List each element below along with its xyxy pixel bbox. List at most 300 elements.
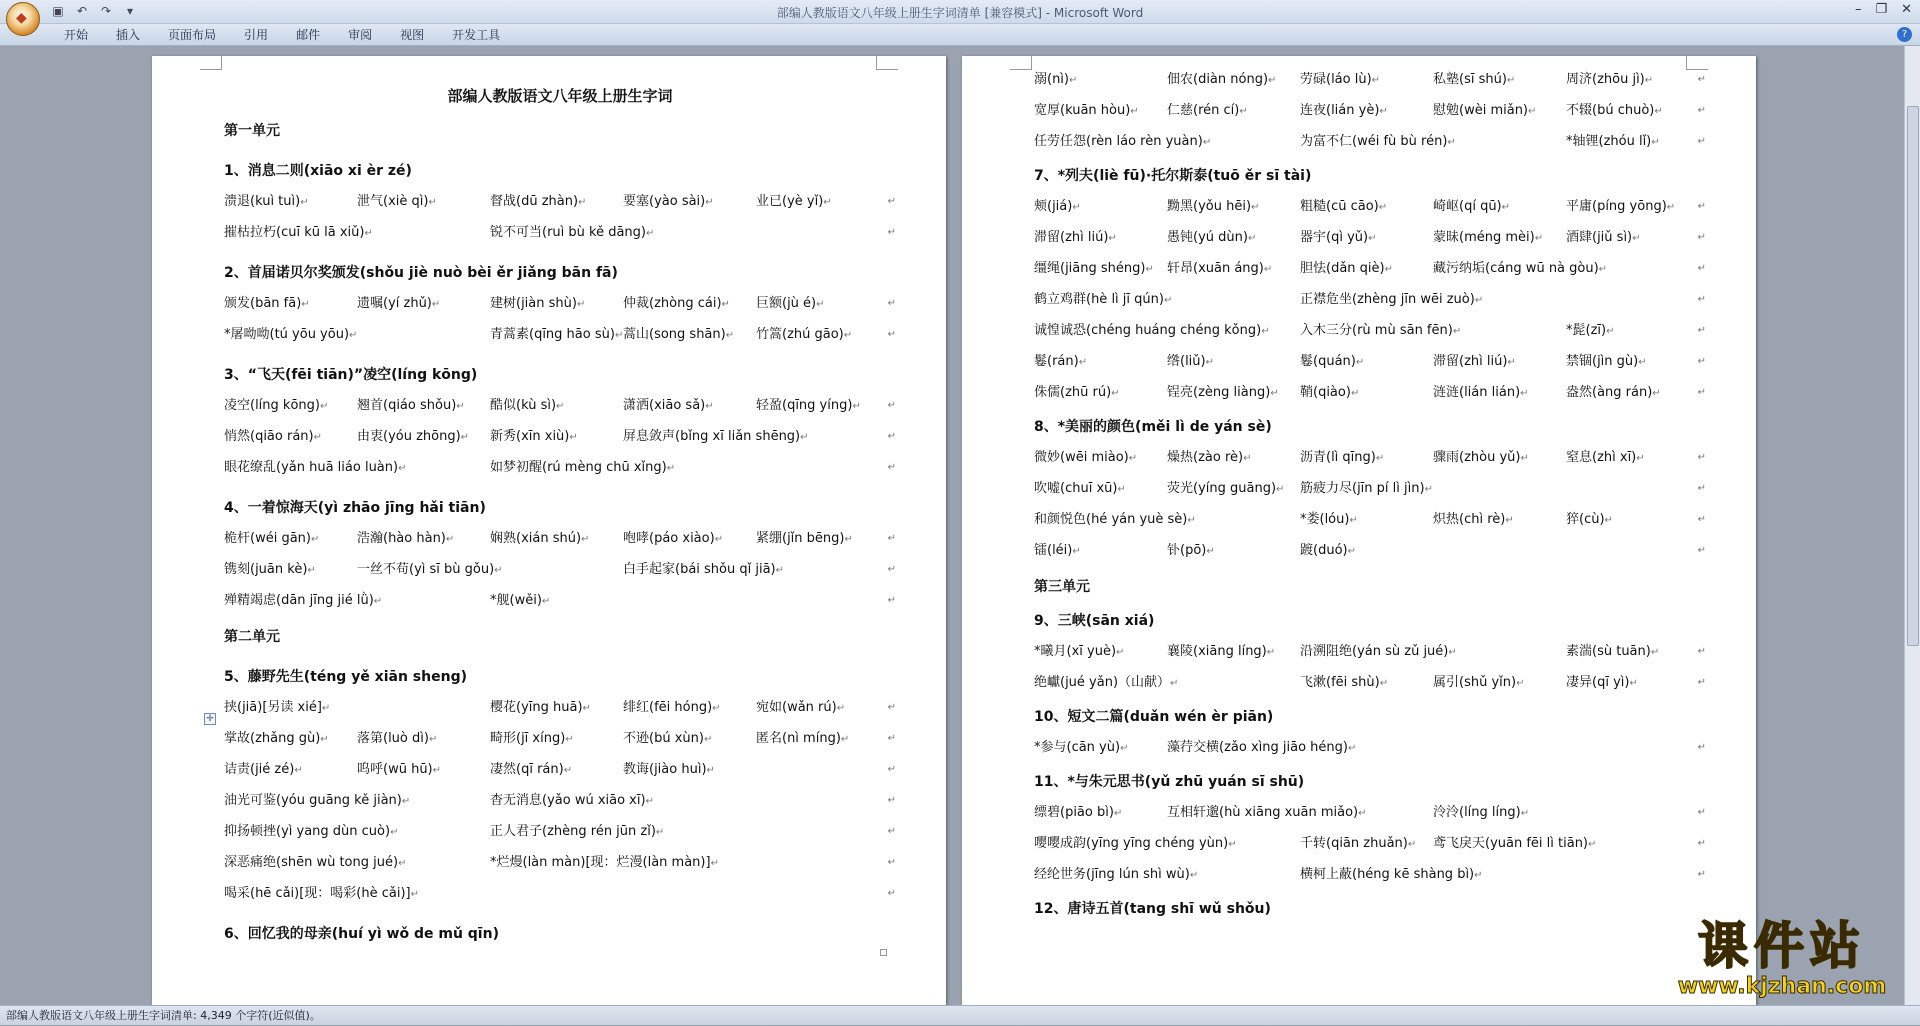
word-row <box>1034 636 1706 667</box>
paragraph-mark-icon: ↵ <box>1520 388 1529 399</box>
scrollbar-thumb[interactable] <box>1907 106 1919 646</box>
watermark-url: www.kjzhan.com <box>1677 974 1887 999</box>
paragraph-mark-icon: ↵ <box>1379 678 1389 689</box>
word-cell: 畸形(jī xíng)↵ <box>490 731 574 746</box>
paragraph-mark-icon: ↵ <box>1350 388 1360 399</box>
word-cell: 吹嘘(chuī xū)↵ <box>1034 481 1126 496</box>
unit-heading: 第一单元 <box>224 123 280 139</box>
paragraph-mark-icon: ↵ <box>460 432 470 443</box>
paragraph-mark-icon: ↵ <box>887 533 896 544</box>
customize-icon[interactable]: ▾ <box>126 4 134 18</box>
word-row <box>1034 377 1706 408</box>
paragraph-mark-icon: ↵ <box>1506 75 1516 86</box>
paragraph-mark-icon: ↵ <box>887 857 896 868</box>
word-row <box>224 692 896 723</box>
paragraph-mark-icon: ↵ <box>1636 453 1645 464</box>
tab-view[interactable]: 视图 <box>400 28 425 42</box>
word-cell: 为富不仁(wéi fù bù rén)↵ <box>1300 134 1456 149</box>
paragraph-mark-icon: ↵ <box>1638 357 1647 368</box>
word-cell: 溃退(kuì tuì)↵ <box>224 194 309 209</box>
paragraph-mark-icon: ↵ <box>1697 387 1706 398</box>
word-cell: 业已(yè yǐ)↵ <box>756 194 832 209</box>
tab-developer[interactable]: 开发工具 <box>452 28 501 42</box>
paragraph-mark-icon: ↵ <box>445 534 455 545</box>
paragraph-mark-icon: ↵ <box>1205 357 1214 368</box>
lesson-heading: 3、“飞天(fēi tiān)”凌空(líng kōng) <box>224 367 478 383</box>
word-cell: 和颜悦色(hé yán yuè sè)↵ <box>1034 512 1196 527</box>
word-cell: *舰(wěi)↵ <box>490 593 551 608</box>
paragraph-mark-icon: ↵ <box>1697 232 1706 243</box>
word-row <box>224 754 896 785</box>
word-cell: 挟(jiā)[另读 xié]↵ <box>224 700 331 715</box>
window-title: 部编人教版语文八年级上册生字词清单 [兼容模式] - Microsoft Word <box>776 6 1144 20</box>
word-cell: 鬈(rán)↵ <box>1034 354 1088 369</box>
window-controls <box>1855 2 1912 17</box>
paragraph-mark-icon: ↵ <box>1130 106 1139 117</box>
paragraph-mark-icon: ↵ <box>1247 233 1257 244</box>
paragraph-mark-icon: ↵ <box>1697 263 1706 274</box>
paragraph-mark-icon: ↵ <box>1108 233 1117 244</box>
paragraph-mark-icon: ↵ <box>390 827 399 838</box>
paragraph-mark-icon: ↵ <box>1507 357 1516 368</box>
paragraph-mark-icon: ↵ <box>401 796 411 807</box>
paragraph-mark-icon: ↵ <box>844 534 853 545</box>
paragraph-mark-icon: ↵ <box>578 197 587 208</box>
paragraph-mark-icon: ↵ <box>775 565 785 576</box>
word-cell: 潇洒(xiāo sǎ)↵ <box>623 398 714 413</box>
word-cell: 紧绷(jǐn bēng)↵ <box>756 531 853 546</box>
word-cell: 杳无消息(yǎo wú xiāo xī)↵ <box>490 793 654 808</box>
paragraph-mark-icon: ↵ <box>373 596 383 607</box>
word-row <box>224 390 896 421</box>
paragraph-mark-icon: ↵ <box>887 196 896 207</box>
word-row <box>1034 828 1706 859</box>
unit-heading: 第二单元 <box>224 629 280 645</box>
paragraph-mark-icon: ↵ <box>431 299 441 310</box>
word-cell: 属引(shǔ yǐn)↵ <box>1433 675 1525 690</box>
paragraph-mark-icon: ↵ <box>1206 546 1215 557</box>
paragraph-mark-icon: ↵ <box>1697 74 1706 85</box>
word-cell: 仁慈(rén cí)↵ <box>1167 103 1248 118</box>
paragraph-mark-icon: ↵ <box>556 401 565 412</box>
word-cell: 遗嘱(yí zhǔ)↵ <box>357 296 441 311</box>
paragraph-mark-icon: ↵ <box>581 534 590 545</box>
word-cell: 新秀(xīn xiù)↵ <box>490 429 578 444</box>
word-cell: 横柯上蔽(héng kē shàng bì)↵ <box>1300 867 1483 882</box>
paragraph-mark-icon: ↵ <box>1697 807 1706 818</box>
paragraph-mark-icon: ↵ <box>887 733 896 744</box>
word-cell: 教诲(jiào huì)↵ <box>623 762 715 777</box>
paragraph-mark-icon: ↵ <box>364 228 373 239</box>
word-cell: 侏儒(zhū rú)↵ <box>1034 385 1120 400</box>
word-cell: 仲裁(zhòng cái)↵ <box>623 296 730 311</box>
lesson-heading: 2、首届诺贝尔奖颁发(shǒu jiè nuò bèi ěr jiǎng bān fā) <box>224 265 618 281</box>
paragraph-mark-icon: ↵ <box>887 462 896 473</box>
paragraph-mark-icon: ↵ <box>1652 388 1661 399</box>
undo-icon[interactable]: ↶ <box>76 4 88 18</box>
paragraph-mark-icon: ↵ <box>800 432 809 443</box>
crop-mark <box>876 56 898 70</box>
paragraph-mark-icon: ↵ <box>307 565 316 576</box>
word-row <box>224 847 896 878</box>
paragraph-mark-icon: ↵ <box>1113 808 1123 819</box>
word-cell: 悄然(qiāo rán)↵ <box>224 429 323 444</box>
paragraph-mark-icon: ↵ <box>1407 839 1417 850</box>
paragraph-mark-icon: ↵ <box>1384 264 1393 275</box>
word-row <box>1034 667 1706 698</box>
paragraph-mark-icon: ↵ <box>1116 647 1125 658</box>
paragraph-mark-icon: ↵ <box>712 703 721 714</box>
word-row <box>1034 797 1706 828</box>
paragraph-mark-icon: ↵ <box>294 765 303 776</box>
word-cell: 私塾(sī shú)↵ <box>1433 72 1516 87</box>
word-cell: 鞘(qiào)↵ <box>1300 385 1360 400</box>
paragraph-mark-icon: ↵ <box>541 596 551 607</box>
paragraph-mark-icon: ↵ <box>1697 514 1706 525</box>
paragraph-mark-icon: ↵ <box>887 400 896 411</box>
paragraph-mark-icon: ↵ <box>1474 870 1483 881</box>
paragraph-mark-icon: ↵ <box>1120 743 1129 754</box>
word-row <box>1034 473 1706 504</box>
word-row <box>224 319 896 350</box>
crop-mark <box>200 56 222 70</box>
lesson-heading: 9、三峡(sān xiá) <box>1034 613 1155 629</box>
word-cell: 素湍(sù tuān)↵ <box>1566 644 1660 659</box>
ribbon-tab-bar <box>0 24 1920 46</box>
paragraph-mark-icon: ↵ <box>1697 452 1706 463</box>
paragraph-mark-icon: ↵ <box>714 534 724 545</box>
paragraph-mark-icon: ↵ <box>646 228 655 239</box>
word-cell: 呜呼(wū hū)↵ <box>357 762 442 777</box>
paragraph-mark-icon: ↵ <box>1666 202 1676 213</box>
paragraph-mark-icon: ↵ <box>1189 870 1199 881</box>
paragraph-mark-icon: ↵ <box>843 330 853 341</box>
paragraph-mark-icon: ↵ <box>1424 484 1433 495</box>
paragraph-mark-icon: ↵ <box>398 858 407 869</box>
save-icon[interactable]: ▣ <box>52 4 64 18</box>
paragraph-mark-icon: ↵ <box>563 765 573 776</box>
paragraph-mark-icon: ↵ <box>1163 295 1173 306</box>
word-cell: 微妙(wēi miào)↵ <box>1034 450 1138 465</box>
word-row <box>224 421 896 452</box>
paragraph-mark-icon: ↵ <box>1117 484 1126 495</box>
lesson-heading: 7、*列夫(liè fū)·托尔斯泰(tuō ěr sī tài) <box>1034 168 1312 184</box>
paragraph-mark-icon: ↵ <box>721 299 730 310</box>
paragraph-mark-icon: ↵ <box>569 432 578 443</box>
paragraph-mark-icon: ↵ <box>310 534 320 545</box>
help-icon[interactable]: ? <box>1897 27 1912 42</box>
word-cell: 嘤嘤成韵(yīng yīng chéng yùn)↵ <box>1034 836 1237 851</box>
paragraph-mark-icon: ↵ <box>1505 515 1514 526</box>
paragraph-mark-icon: ↵ <box>1263 264 1273 275</box>
paragraph-mark-icon: ↵ <box>1654 106 1663 117</box>
word-cell: 鬈(quán)↵ <box>1300 354 1365 369</box>
paragraph-mark-icon: ↵ <box>1697 838 1706 849</box>
word-cell: 泠泠(líng líng)↵ <box>1433 805 1530 820</box>
paragraph-mark-icon: ↵ <box>301 299 310 310</box>
word-cell: 由衷(yóu zhōng)↵ <box>357 429 470 444</box>
word-cell: 连夜(lián yè)↵ <box>1300 103 1388 118</box>
paragraph-mark-icon: ↵ <box>1697 201 1706 212</box>
paragraph-mark-icon: ↵ <box>1228 839 1237 850</box>
word-cell: 正人君子(zhèng rén jūn zǐ)↵ <box>490 824 665 839</box>
paragraph-mark-icon: ↵ <box>1371 75 1381 86</box>
word-cell: 蒿山(song shān)↵ <box>623 327 735 342</box>
paragraph-mark-icon: ↵ <box>1501 202 1511 213</box>
paragraph-mark-icon: ↵ <box>614 330 624 341</box>
paragraph-mark-icon: ↵ <box>823 197 832 208</box>
word-cell: 涟涟(lián lián)↵ <box>1433 385 1529 400</box>
paragraph-mark-icon: ↵ <box>1534 233 1544 244</box>
paragraph-mark-icon: ↵ <box>319 401 329 412</box>
paragraph-mark-icon: ↵ <box>1697 136 1706 147</box>
paragraph-mark-icon: ↵ <box>1347 546 1356 557</box>
word-cell: 宽厚(kuān hòu)↵ <box>1034 103 1139 118</box>
paragraph-mark-icon: ↵ <box>1697 545 1706 556</box>
paragraph-mark-icon: ↵ <box>1347 743 1357 754</box>
word-cell: 一丝不苟(yì sī bù gǒu)↵ <box>357 562 503 577</box>
paragraph-mark-icon: ↵ <box>1111 388 1120 399</box>
crop-mark <box>1010 56 1032 70</box>
word-cell: 黝黑(yǒu hēi)↵ <box>1167 199 1260 214</box>
table-resize-handle-icon[interactable] <box>880 949 887 956</box>
paragraph-mark-icon: ↵ <box>1697 869 1706 880</box>
word-cell: 沥青(lì qīng)↵ <box>1300 450 1385 465</box>
word-row <box>1034 315 1706 346</box>
tab-references[interactable]: 引用 <box>244 28 269 42</box>
paragraph-mark-icon: ↵ <box>1697 483 1706 494</box>
word-cell <box>756 754 889 785</box>
tab-review[interactable]: 审阅 <box>348 28 373 42</box>
word-row <box>1034 442 1706 473</box>
paragraph-mark-icon: ↵ <box>1349 515 1358 526</box>
word-row <box>1034 64 1706 95</box>
word-cell: 蒙昧(méng mèi)↵ <box>1433 230 1544 245</box>
paragraph-mark-icon: ↵ <box>1379 106 1388 117</box>
paragraph-mark-icon: ↵ <box>428 197 437 208</box>
paragraph-mark-icon: ↵ <box>887 826 896 837</box>
word-cell: 溺(nì)↵ <box>1034 72 1078 87</box>
paragraph-mark-icon: ↵ <box>1520 453 1529 464</box>
paragraph-mark-icon: ↵ <box>1368 233 1377 244</box>
office-button[interactable] <box>6 2 40 36</box>
word-cell: 屏息敛声(bǐng xī liǎn shēng)↵ <box>623 429 809 444</box>
paragraph-mark-icon: ↵ <box>840 734 850 745</box>
word-cell: 油光可鉴(yóu guāng kě jiàn)↵ <box>224 793 411 808</box>
paragraph-mark-icon: ↵ <box>1474 295 1484 306</box>
paragraph-mark-icon: ↵ <box>705 401 714 412</box>
word-cell: 缥碧(piāo bì)↵ <box>1034 805 1123 820</box>
redo-icon[interactable]: ↷ <box>100 4 112 18</box>
word-cell: 督战(dū zhàn)↵ <box>490 194 587 209</box>
paragraph-mark-icon: ↵ <box>1588 839 1597 850</box>
word-row <box>224 723 896 754</box>
tab-mailings[interactable]: 邮件 <box>296 28 321 42</box>
paragraph-mark-icon: ↵ <box>887 764 896 775</box>
paragraph-mark-icon: ↵ <box>565 734 574 745</box>
word-row <box>1034 284 1706 315</box>
word-cell: 劳碌(láo lù)↵ <box>1300 72 1381 87</box>
paragraph-mark-icon: ↵ <box>887 595 896 606</box>
paragraph-mark-icon: ↵ <box>1598 264 1608 275</box>
word-row <box>224 186 896 217</box>
word-cell: 抑扬顿挫(yì yang dùn cuò)↵ <box>224 824 399 839</box>
paragraph-mark-icon: ↵ <box>887 795 896 806</box>
word-cell: 不逊(bú xùn)↵ <box>623 731 713 746</box>
tab-home[interactable]: 开始 <box>64 28 89 42</box>
word-cell: 器宇(qì yǔ)↵ <box>1300 230 1377 245</box>
word-cell: *曦月(xī yuè)↵ <box>1034 644 1125 659</box>
word-cell: 凄异(qī yì)↵ <box>1566 675 1638 690</box>
word-cell: 佃农(diàn nóng)↵ <box>1167 72 1277 87</box>
paragraph-mark-icon: ↵ <box>1632 233 1641 244</box>
word-cell: 轻盈(qīng yíng)↵ <box>756 398 861 413</box>
paragraph-mark-icon: ↵ <box>1078 357 1088 368</box>
paragraph-mark-icon: ↵ <box>398 463 407 474</box>
word-row <box>224 816 896 847</box>
word-row <box>1034 222 1706 253</box>
word-cell: 鸢飞戾天(yuān fēi lì tiān)↵ <box>1433 836 1597 851</box>
page-1-content <box>224 78 896 949</box>
word-cell: 绯红(fēi hóng)↵ <box>623 700 721 715</box>
paragraph-mark-icon: ↵ <box>703 734 713 745</box>
paragraph-mark-icon: ↵ <box>1069 75 1078 86</box>
word-cell: 咆哮(páo xiào)↵ <box>623 531 724 546</box>
word-cell: 娴熟(xián shú)↵ <box>490 531 590 546</box>
word-row <box>1034 535 1706 566</box>
paragraph-mark-icon: ↵ <box>1375 453 1385 464</box>
word-cell: 翘首(qiáo shǒu)↵ <box>357 398 465 413</box>
word-row <box>224 878 896 909</box>
watermark-logo <box>1668 918 1896 1004</box>
word-cell: 不辍(bú chuò)↵ <box>1566 103 1663 118</box>
tab-insert[interactable]: 插入 <box>116 28 141 42</box>
paragraph-mark-icon: ↵ <box>710 858 719 869</box>
word-cell: 匿名(nì míng)↵ <box>756 731 850 746</box>
word-cell: 燥热(zào rè)↵ <box>1167 450 1252 465</box>
word-cell: 颊(jiá)↵ <box>1034 199 1081 214</box>
paragraph-mark-icon: ↵ <box>494 565 503 576</box>
word-cell: 竹篙(zhú gāo)↵ <box>756 327 853 342</box>
word-row <box>1034 732 1706 763</box>
word-cell: *髭(zī)↵ <box>1566 323 1615 338</box>
paragraph-mark-icon: ↵ <box>1528 106 1537 117</box>
paragraph-mark-icon: ↵ <box>1276 484 1285 495</box>
word-row <box>224 452 896 483</box>
paragraph-mark-icon: ↵ <box>1697 356 1706 367</box>
word-cell: 锐不可当(ruì bù kě dāng)↵ <box>490 225 655 240</box>
paragraph-mark-icon: ↵ <box>349 330 358 341</box>
paragraph-mark-icon: ↵ <box>410 889 420 900</box>
word-cell: 落第(luò dì)↵ <box>357 731 438 746</box>
word-row <box>1034 859 1706 890</box>
word-cell: 飞漱(fēi shù)↵ <box>1300 675 1389 690</box>
word-cell: 襄陵(xiāng líng)↵ <box>1167 644 1276 659</box>
word-cell: 猝(cù)↵ <box>1566 512 1613 527</box>
paragraph-mark-icon: ↵ <box>1270 388 1279 399</box>
word-cell: 沿溯阻绝(yán sù zǔ jué)↵ <box>1300 644 1457 659</box>
paragraph-mark-icon: ↵ <box>887 888 896 899</box>
word-cell: 泄气(xiè qì)↵ <box>357 194 437 209</box>
word-cell: 钋(pō)↵ <box>1167 543 1215 558</box>
word-cell: *参与(cān yù)↵ <box>1034 740 1129 755</box>
paragraph-mark-icon: ↵ <box>1604 515 1613 526</box>
page-2-content <box>1034 64 1706 924</box>
paragraph-mark-icon: ↵ <box>582 703 591 714</box>
word-cell: 正襟危坐(zhèng jīn wēi zuò)↵ <box>1300 292 1484 307</box>
paragraph-mark-icon: ↵ <box>887 702 896 713</box>
word-cell: 缰绳(jiāng shéng)↵ <box>1034 261 1154 276</box>
word-cell: 镭(léi)↵ <box>1034 543 1081 558</box>
lesson-heading: 11、*与朱元思书(yǔ zhū yuán sī shū) <box>1034 774 1305 790</box>
office-logo-icon: ◆ <box>16 10 27 26</box>
table-move-handle-icon[interactable]: ✛ <box>204 713 216 725</box>
paragraph-mark-icon: ↵ <box>645 796 654 807</box>
lesson-heading: 10、短文二篇(duǎn wén èr piān) <box>1034 709 1274 725</box>
paragraph-mark-icon: ↵ <box>1251 202 1260 213</box>
word-cell: 骤雨(zhòu yǔ)↵ <box>1433 450 1529 465</box>
word-row <box>1034 346 1706 377</box>
word-cell: 颁发(bān fā)↵ <box>224 296 310 311</box>
paragraph-mark-icon: ↵ <box>1072 546 1081 557</box>
word-cell: 筋疲力尽(jīn pí lì jìn)↵ <box>1300 481 1433 496</box>
document-page-1[interactable] <box>152 56 946 1005</box>
lesson-heading: 1、消息二则(xiāo xi èr zé) <box>224 163 412 179</box>
word-cell: 轩昂(xuān áng)↵ <box>1167 261 1273 276</box>
word-cell: 掌故(zhǎng gù)↵ <box>224 731 329 746</box>
paragraph-mark-icon: ↵ <box>1378 202 1388 213</box>
paragraph-mark-icon: ↵ <box>576 299 586 310</box>
word-cell: 建树(jiàn shù)↵ <box>490 296 586 311</box>
word-cell: 鹤立鸡群(hè lì jī qún)↵ <box>1034 292 1173 307</box>
word-cell: 酷似(kù sì)↵ <box>490 398 565 413</box>
paragraph-mark-icon: ↵ <box>321 703 331 714</box>
document-workspace <box>0 46 1920 1005</box>
word-cell: 凌空(líng kōng)↵ <box>224 398 329 413</box>
paragraph-mark-icon: ↵ <box>1520 808 1530 819</box>
word-cell: 殚精竭虑(dān jīng jié lǜ)↵ <box>224 593 383 608</box>
word-cell: 粗糙(cū cāo)↵ <box>1300 199 1388 214</box>
word-cell: 巨额(jù é)↵ <box>756 296 825 311</box>
lesson-heading: 4、一着惊海天(yì zhāo jīng hǎi tiān) <box>224 500 486 516</box>
paragraph-mark-icon: ↵ <box>1629 678 1638 689</box>
paragraph-mark-icon: ↵ <box>1072 202 1081 213</box>
tab-page-layout[interactable]: 页面布局 <box>168 28 217 42</box>
paragraph-mark-icon: ↵ <box>1452 326 1462 337</box>
word-cell: 禁锢(jìn gù)↵ <box>1566 354 1647 369</box>
word-cell: 绺(liǔ)↵ <box>1167 354 1214 369</box>
word-cell: 经纶世务(jīng lún shì wù)↵ <box>1034 867 1199 882</box>
word-cell: 炽热(chì rè)↵ <box>1433 512 1514 527</box>
word-cell: 踱(duó)↵ <box>1300 543 1356 558</box>
paragraph-mark-icon: ↵ <box>887 564 896 575</box>
word-cell: 锃亮(zèng liàng)↵ <box>1167 385 1279 400</box>
paragraph-mark-icon: ↵ <box>1697 742 1706 753</box>
word-cell: 千转(qiān zhuǎn)↵ <box>1300 836 1417 851</box>
paragraph-mark-icon: ↵ <box>887 227 896 238</box>
paragraph-mark-icon: ↵ <box>1202 137 1212 148</box>
minimize-icon[interactable]: – <box>1854 2 1862 17</box>
paragraph-mark-icon: ↵ <box>1650 647 1660 658</box>
close-icon[interactable]: ✕ <box>1901 2 1912 17</box>
paragraph-mark-icon: ↵ <box>706 765 715 776</box>
restore-icon[interactable]: ❐ <box>1875 2 1888 17</box>
paragraph-mark-icon: ↵ <box>1261 326 1270 337</box>
document-page-2[interactable] <box>962 56 1756 1005</box>
lesson-heading: 8、*美丽的颜色(měi lì de yán sè) <box>1034 419 1272 435</box>
vertical-scrollbar[interactable] <box>1904 46 1920 1005</box>
paragraph-mark-icon: ↵ <box>320 734 329 745</box>
